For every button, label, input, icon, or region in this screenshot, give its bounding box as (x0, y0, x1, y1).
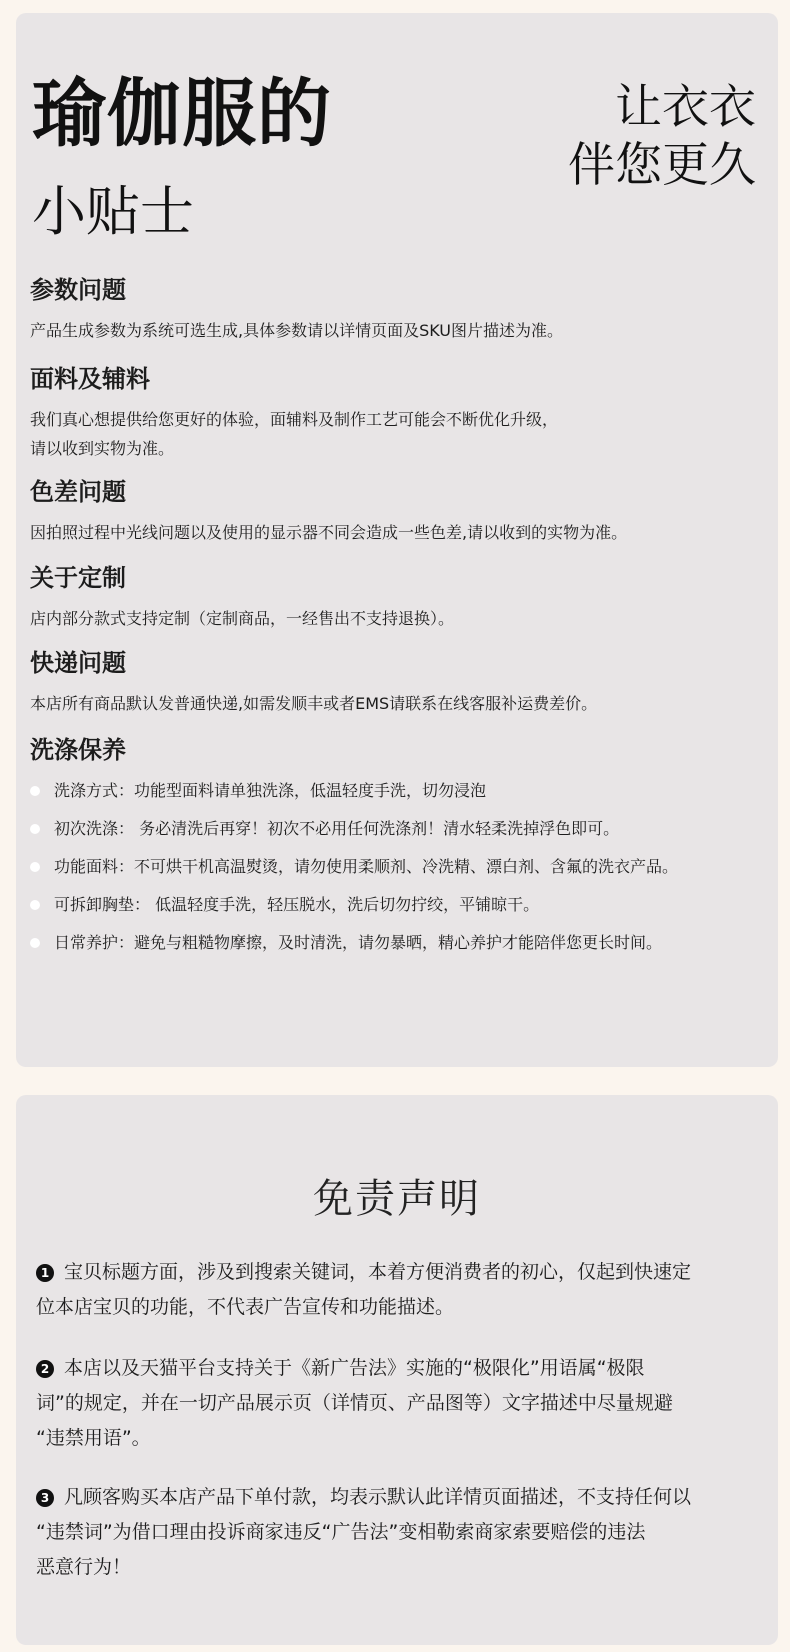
text-line: 请以收到实物为准。 (30, 439, 175, 458)
list-item (30, 886, 764, 924)
text-line (36, 1255, 756, 1290)
text-line: 店内部分款式支持定制（定制商品，一经售出不支持退换）。 (30, 609, 455, 628)
list-item (30, 848, 764, 886)
section-heading: 色差问题 (30, 478, 126, 506)
section-custom (30, 566, 764, 633)
number-badge-icon: 3 (36, 1489, 54, 1507)
section-text (30, 518, 764, 547)
number-badge-icon: 2 (36, 1360, 54, 1378)
section-delivery (30, 651, 764, 718)
text-line: 恶意行为！ (36, 1556, 132, 1578)
text-line: “违禁用语”。 (36, 1427, 151, 1449)
bullet-icon (30, 786, 40, 796)
text-line: 我们真心想提供给您更好的体验，面辅料及制作工艺可能会不断优化升级， (30, 410, 559, 429)
page-title: 瑜伽服的 (32, 71, 332, 157)
list-item-text: 功能面料：不可烘干机高温熨烫，请勿使用柔顺剂、冷洗精、漂白剂、含氟的洗衣产品。 (54, 857, 679, 876)
text-line: 词”的规定，并在一切产品展示页（详情页、产品图等）文字描述中尽量规避 (36, 1392, 673, 1414)
disclaimer-item (36, 1480, 756, 1585)
section-heading: 关于定制 (30, 564, 126, 592)
list-item-text: 洗涤方式：功能型面料请单独洗涤，低温轻度手洗，切勿浸泡 (54, 781, 487, 800)
disclaimer-item (36, 1351, 756, 1456)
section-text (30, 689, 764, 718)
text-line: 因拍照过程中光线问题以及使用的显示器不同会造成一些色差,请以收到的实物为准。 (30, 523, 628, 542)
section-heading: 洗涤保养 (30, 736, 126, 764)
text-line: 位本店宝贝的功能，不代表广告宣传和功能描述。 (36, 1296, 455, 1318)
text-line (36, 1480, 756, 1515)
page-subtitle: 小贴士 (32, 180, 194, 243)
section-text (30, 405, 764, 463)
text-segment: 凡顾客购买本店产品下单付款，均表示默认此详情页面描述，不支持任何以 (64, 1486, 692, 1508)
section-text (30, 604, 764, 633)
text-line (36, 1351, 756, 1386)
list-item-text: 日常养护：避免与粗糙物摩擦，及时清洗，请勿暴晒，精心养护才能陪伴您更长时间。 (54, 933, 663, 952)
section-fabric (30, 367, 764, 463)
disclaimer-item (36, 1255, 756, 1325)
slogan-line-2: 伴您更久 (568, 138, 756, 193)
slogan (568, 79, 756, 195)
list-item-text: 初次洗涤： 务必清洗后再穿！初次不必用任何洗涤剂！清水轻柔洗掉浮色即可。 (54, 819, 620, 838)
list-item (30, 810, 764, 848)
text-line: 产品生成参数为系统可选生成,具体参数请以详情页面及SKU图片描述为准。 (30, 321, 564, 340)
wash-list (30, 772, 764, 962)
section-heading: 面料及辅料 (30, 365, 150, 393)
bullet-icon (30, 900, 40, 910)
bullet-icon (30, 824, 40, 834)
section-text (30, 316, 764, 345)
section-wash (30, 738, 764, 962)
text-segment: 本店以及天猫平台支持关于《新广告法》实施的“极限化”用语属“极限 (64, 1357, 645, 1379)
text-segment: 宝贝标题方面，涉及到搜索关键词，本着方便消费者的初心，仅起到快速定 (64, 1261, 692, 1283)
section-heading: 快递问题 (30, 649, 126, 677)
list-item (30, 772, 764, 810)
number-badge-icon: 1 (36, 1264, 54, 1282)
tips-card (16, 13, 778, 1067)
list-item-text: 可拆卸胸垫： 低温轻度手洗，轻压脱水，洗后切勿拧绞，平铺晾干。 (54, 895, 540, 914)
slogan-line-1: 让衣衣 (615, 80, 756, 135)
list-item (30, 924, 764, 962)
disclaimer-title: 免责声明 (313, 1176, 481, 1222)
text-line: 本店所有商品默认发普通快递,如需发顺丰或者EMS请联系在线客服补运费差价。 (30, 694, 598, 713)
bullet-icon (30, 862, 40, 872)
bullet-icon (30, 938, 40, 948)
section-params (30, 278, 764, 345)
disclaimer-card (16, 1095, 778, 1645)
section-heading: 参数问题 (30, 276, 126, 304)
text-line: “违禁词”为借口理由投诉商家违反“广告法”变相勒索商家索要赔偿的违法 (36, 1521, 646, 1543)
section-color (30, 480, 764, 547)
